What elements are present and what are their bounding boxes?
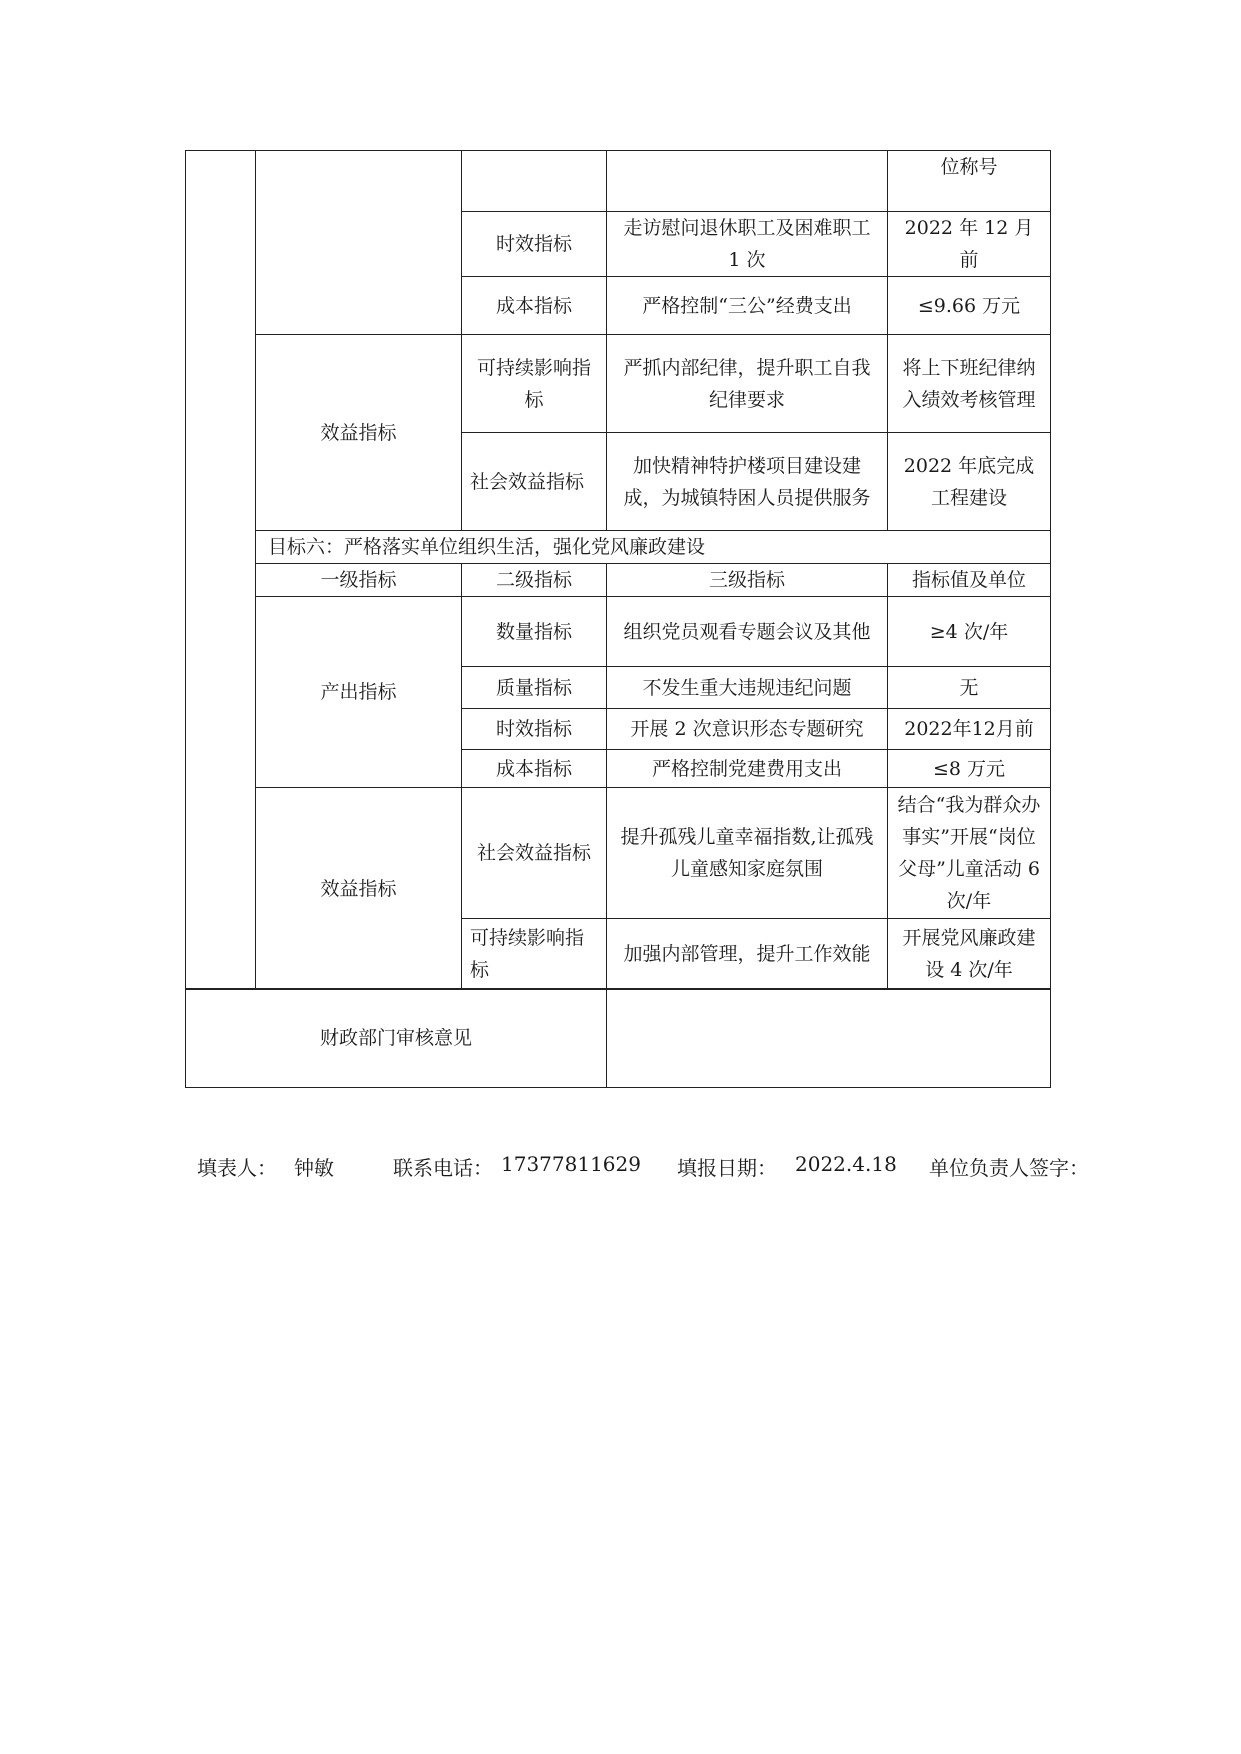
- level2-cell: [462, 151, 607, 212]
- level2-cell: 时效指标: [462, 709, 607, 750]
- level3-cell: 严格控制党建费用支出: [607, 750, 888, 788]
- level1-cell: 效益指标: [256, 788, 462, 990]
- level3-cell: 严格控制“三公”经费支出: [607, 277, 888, 335]
- header-row: [186, 564, 1051, 597]
- level1-cell: [256, 151, 462, 335]
- fill-date: 2022.4.18: [795, 1152, 897, 1176]
- phone-number: 17377811629: [501, 1152, 641, 1176]
- filler-label: 填表人：: [197, 1156, 277, 1180]
- level3-cell: 加强内部管理，提升工作效能: [607, 919, 888, 990]
- level3-cell: 严抓内部纪律，提升职工自我纪律要求: [607, 335, 888, 433]
- level2-cell: 成本指标: [462, 750, 607, 788]
- finance-review-row: [186, 989, 1051, 1088]
- value-cell: 2022年12月前: [888, 709, 1051, 750]
- level3-cell: [607, 151, 888, 212]
- value-cell: ≤8 万元: [888, 750, 1051, 788]
- value-cell: 位称号: [888, 151, 1051, 212]
- goal-six-title: 目标六：严格落实单位组织生活，强化党风廉政建设: [256, 531, 1051, 564]
- side-column-cell: [186, 151, 256, 990]
- header-value: 指标值及单位: [888, 564, 1051, 597]
- level3-cell: 提升孤残儿童幸福指数,让孤残儿童感知家庭氛围: [607, 788, 888, 919]
- level1-cell: 产出指标: [256, 597, 462, 788]
- level2-cell: 成本指标: [462, 277, 607, 335]
- header-level3: 三级指标: [607, 564, 888, 597]
- header-level2: 二级指标: [462, 564, 607, 597]
- level3-cell: 不发生重大违规违纪问题: [607, 667, 888, 709]
- value-cell: 结合“我为群众办事实”开展“岗位父母”儿童活动 6 次/年: [888, 788, 1051, 919]
- phone-label: 联系电话：: [393, 1156, 493, 1180]
- level2-cell: 时效指标: [462, 212, 607, 277]
- level3-cell: 组织党员观看专题会议及其他: [607, 597, 888, 667]
- value-cell: 无: [888, 667, 1051, 709]
- goal-row: [186, 531, 1051, 564]
- table-row: [186, 788, 1051, 919]
- date-label: 填报日期：: [677, 1156, 777, 1180]
- table-row: [186, 151, 1051, 212]
- table-row: [186, 335, 1051, 433]
- header-level1: 一级指标: [256, 564, 462, 597]
- finance-review-label: 财政部门审核意见: [186, 989, 607, 1088]
- level2-cell: 社会效益指标: [462, 788, 607, 919]
- value-cell: 2022 年 12 月前: [888, 212, 1051, 277]
- finance-review-value: [607, 989, 1051, 1088]
- value-cell: 将上下班纪律纳入绩效考核管理: [888, 335, 1051, 433]
- level2-cell: 数量指标: [462, 597, 607, 667]
- level2-cell: 质量指标: [462, 667, 607, 709]
- table-row: [186, 597, 1051, 667]
- sign-label: 单位负责人签字：: [929, 1156, 1089, 1180]
- level3-cell: 开展 2 次意识形态专题研究: [607, 709, 888, 750]
- finance-review-table: [185, 988, 1051, 1088]
- value-cell: ≤9.66 万元: [888, 277, 1051, 335]
- level2-cell: 社会效益指标: [462, 433, 607, 531]
- level2-cell: 可持续影响指标: [462, 335, 607, 433]
- level3-cell: 加快精神特护楼项目建设建成，为城镇特困人员提供服务: [607, 433, 888, 531]
- level1-cell: 效益指标: [256, 335, 462, 531]
- value-cell: 2022 年底完成工程建设: [888, 433, 1051, 531]
- level2-cell: 可持续影响指标: [462, 919, 607, 990]
- filler-name: 钟敏: [294, 1156, 334, 1180]
- value-cell: 开展党风廉政建设 4 次/年: [888, 919, 1051, 990]
- performance-target-table: [185, 150, 1051, 990]
- level3-cell: 走访慰问退休职工及困难职工 1 次: [607, 212, 888, 277]
- value-cell: ≥4 次/年: [888, 597, 1051, 667]
